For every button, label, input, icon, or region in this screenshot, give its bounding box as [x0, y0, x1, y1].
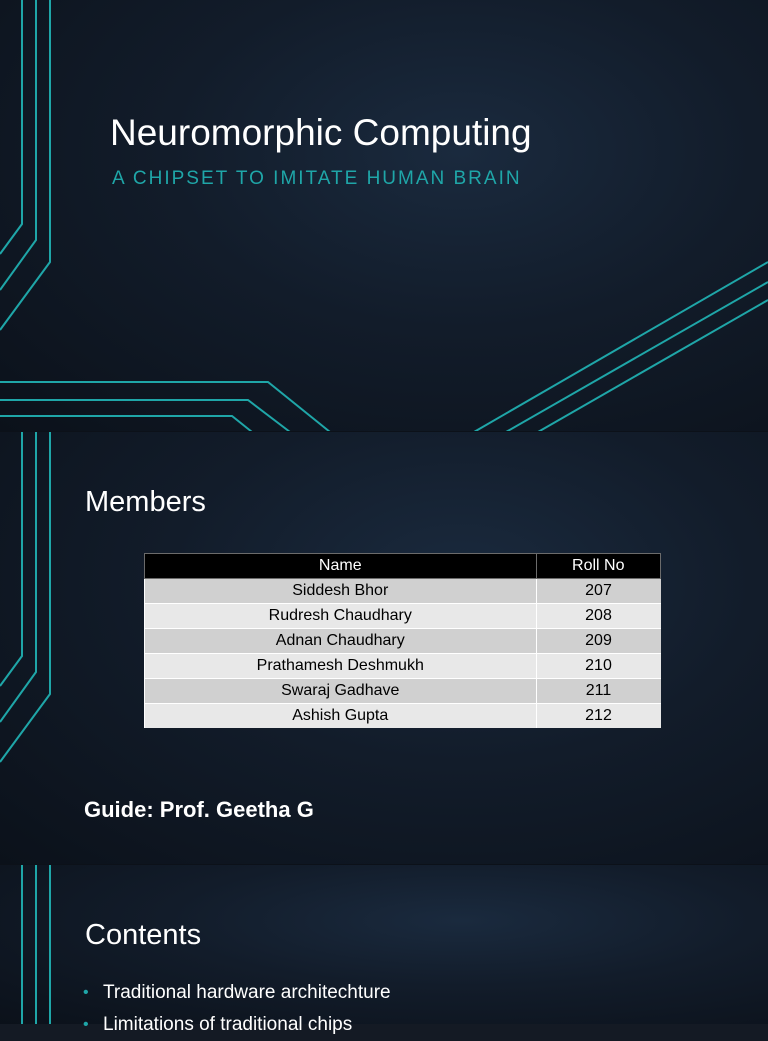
members-table	[144, 553, 661, 728]
member-roll-no: 211	[536, 679, 660, 704]
table-row	[145, 579, 661, 604]
list-item-label: Traditional hardware architechture	[103, 982, 391, 1003]
title-slide	[0, 0, 768, 432]
guide-label: Guide: Prof. Geetha G	[84, 797, 314, 822]
bullet-icon: •	[83, 984, 89, 1001]
member-name: Rudresh Chaudhary	[145, 604, 537, 629]
contents-list	[83, 977, 391, 1041]
member-name: Adnan Chaudhary	[145, 629, 537, 654]
column-header-roll-no: Roll No	[536, 554, 660, 579]
members-slide	[0, 432, 768, 865]
member-roll-no: 209	[536, 629, 660, 654]
member-name: Siddesh Bhor	[145, 579, 537, 604]
list-item	[83, 1009, 391, 1041]
member-name: Prathamesh Deshmukh	[145, 654, 537, 679]
member-roll-no: 212	[536, 704, 660, 729]
table-row	[145, 704, 661, 729]
table-row	[145, 654, 661, 679]
bullet-icon: •	[83, 1016, 89, 1033]
table-header-row	[145, 554, 661, 579]
circuit-lines-decoration	[0, 0, 768, 432]
member-name: Ashish Gupta	[145, 704, 537, 729]
column-header-name: Name	[145, 554, 537, 579]
member-roll-no: 210	[536, 654, 660, 679]
slide-subtitle: A CHIPSET TO IMITATE HUMAN BRAIN	[112, 168, 522, 189]
slide-title: Neuromorphic Computing	[110, 112, 532, 153]
list-item-label: Limitations of traditional chips	[103, 1014, 353, 1035]
table-row	[145, 629, 661, 654]
list-item	[83, 977, 391, 1009]
member-name: Swaraj Gadhave	[145, 679, 537, 704]
members-heading: Members	[85, 486, 206, 518]
member-roll-no: 208	[536, 604, 660, 629]
table-row	[145, 679, 661, 704]
table-row	[145, 604, 661, 629]
member-roll-no: 207	[536, 579, 660, 604]
contents-slide	[0, 865, 768, 1035]
contents-heading: Contents	[85, 919, 202, 951]
